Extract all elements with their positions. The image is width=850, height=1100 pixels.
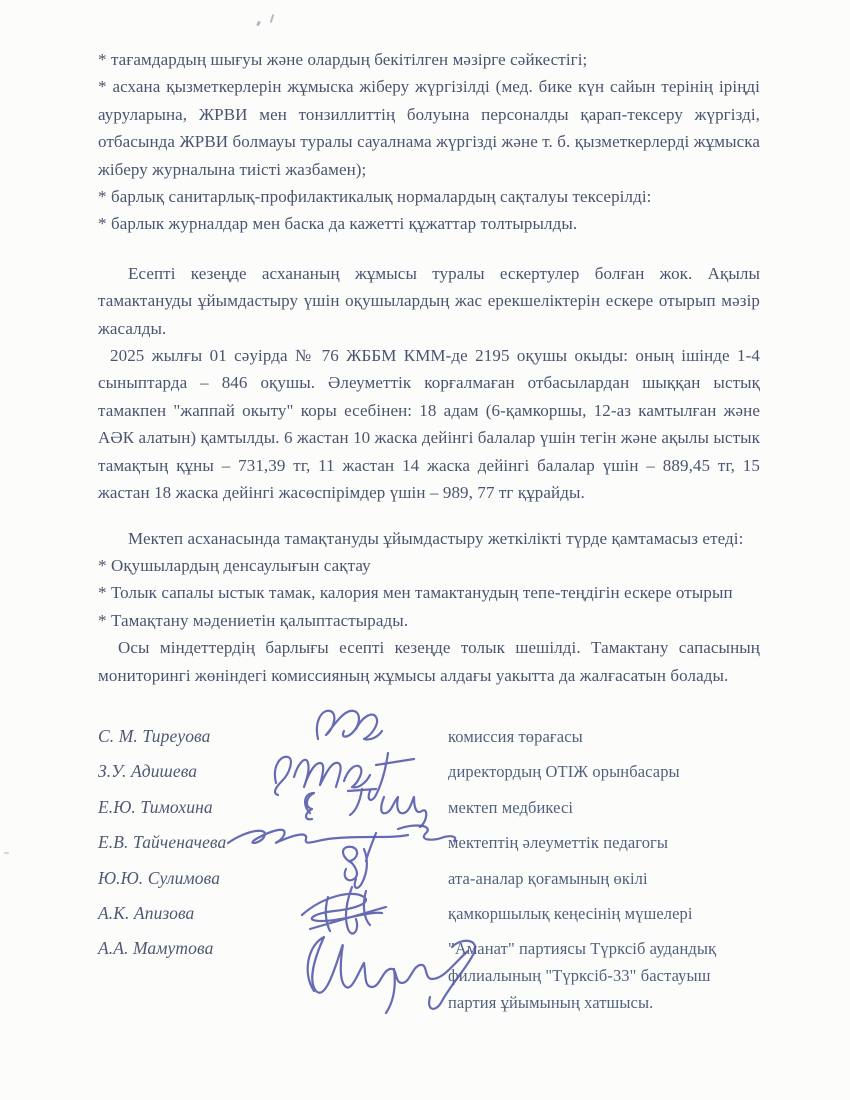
signer-role: директордың ОТІЖ орынбасары [448,762,680,782]
paragraph-no-remarks: Есепті кезеңде асхананың жұмысы туралы ескертулер болған жок. Ақылы тамактануды ұйымдастыру үшін оқушылардың жас ерекшеліктерін ескере отырып мәзір жасалды. [98,263,760,338]
paragraph-conclusion: Осы міндеттердің барлығы есепті кезеңде толык шешілді. Тамактану сапасының мониторингі жөніндегі комиссияның жұмысы алдағы уакытта да жалғасатын болады. [98,638,760,685]
signature-row [98,758,760,785]
signer-role: қамкоршылық кеңесінің мүшелері [448,903,693,923]
signature-row [98,900,760,927]
paragraph-statistics: 2025 жылғы 01 сәуірда № 76 ЖББМ КММ-де 2195 оқушы окыды: оның ішінде 1-4 сыныптарда – 846 оқушы. Әлеуметтік корғалмаған отбасылардан шыққан ыстық тамакпен "жаппай окыту" коры есебінен: 18 адам (6-қамкоршы, 12-аз камтылған және АӘК алатын) қамтылды. 6 жастан 10 жаска дейінгі балалар үшін тегін және ақылы ыстык тамақтың құны – 731,39 тг, 11 жастан 14 жаска дейінгі балалар үшін – 889,45 тг, 15 жастан 18 жаска дейінгі жасөспірімдер үшін – 989, 77 тг құрайды. [98,346,760,503]
bullet-line-health: * Оқушылардың денсаулығын сақтау [98,555,371,575]
signer-name: Е.В. Тайченачева [98,832,227,853]
signature-row [98,794,760,821]
paragraph-provision-intro: Мектеп асханасында тамақтануды ұйымдастыру жеткілікті түрде қамтамасыз етеді: [128,528,744,548]
ink-speck [256,21,261,27]
signer-name: Ю.Ю. Сулимова [98,867,221,888]
document-body [98,46,760,1024]
bullet-line-journals-filled: * барлык журналдар мен баска да кажетті құжаттар толтырылды. [98,214,578,234]
bullet-line-sanitary-norms: * барлық санитарлық-профилактикалық нормалардың сақталуы тексерілді: [98,187,652,207]
signature-row [98,935,760,1016]
signer-role: мектеп медбикесі [448,797,574,817]
signer-name: Е.Ю. Тимохина [98,796,213,817]
signature-row [98,865,760,892]
signature-block [98,723,760,1016]
bullet-line-staff-admission: * асхана қызметкерлерін жұмыска жіберу жүргізілді (мед. бике күн сайын терінің іріңді ауруларына, ЖРВИ мен тонзиллиттің болуына персоналды қарап-тексеру жүргізді, отбасында ЖРВИ болмауы туралы сауалнама жүргізді және т. б. қызметкерлерді жұмыска жіберу журналына тиісті жазбамен); [98,77,760,179]
ink-speck [270,14,275,23]
signer-name: А.К. Апизова [98,902,195,923]
ink-speck [4,852,9,854]
bullet-line-quality-food: * Толык сапалы ыстык тамак, калория мен тамактанудың тепе-теңдігін ескере отырып [98,583,733,603]
signer-role: комиссия төрағасы [448,726,583,746]
bullet-line-menu-compliance: * тағамдардың шығуы және олардың бекітілген мәзірге сәйкестігі; [98,50,588,69]
bullet-line-food-culture: * Тамақтану мәдениетін қалыптастырады. [98,610,409,630]
signer-name: З.У. Адишева [98,761,198,782]
signature-row [98,829,760,856]
signer-name: С. М. Тиреуова [98,725,211,746]
signer-role: мектептің әлеуметтік педагогы [448,833,669,853]
signer-role: ата-аналар қоғамының өкілі [448,868,648,888]
signature-row [98,723,760,750]
signer-name: А.А. Мамутова [98,938,214,959]
signer-role: "Аманат" партиясы Түрксіб аудандық филиалының "Түрксіб-33" бастауыш партия ұйымының хатшысы. [448,939,717,1013]
